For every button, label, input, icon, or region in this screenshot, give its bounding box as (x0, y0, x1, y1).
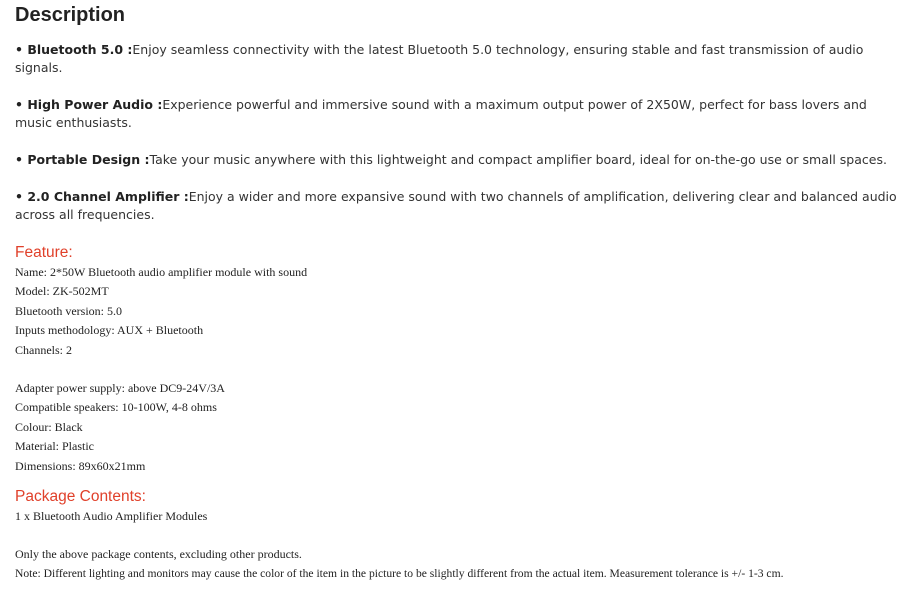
bullet-lead: • Bluetooth 5.0 : (15, 42, 133, 57)
spec-line-bluetooth-version: Bluetooth version: 5.0 (15, 303, 122, 318)
spec-line-material: Material: Plastic (15, 439, 94, 454)
notes-section (15, 545, 784, 584)
spec-line-colour: Colour: Black (15, 419, 83, 434)
spec-line-dimensions: Dimensions: 89x60x21mm (15, 458, 146, 473)
spec-line-channels: Channels: 2 (15, 342, 72, 357)
bullet-lead: • 2.0 Channel Amplifier : (15, 189, 189, 204)
package-section (15, 488, 207, 526)
bullet-high-power-audio (15, 96, 905, 132)
spec-line-model: Model: ZK-502MT (15, 284, 109, 299)
feature-section (15, 244, 307, 476)
page-title: Description (15, 4, 126, 26)
bullet-text: Take your music anywhere with this lightweight and compact amplifier board, ideal for on-the-go use or small spaces. (149, 152, 887, 167)
spec-line-name: Name: 2*50W Bluetooth audio amplifier module with sound (15, 265, 308, 279)
bullet-lead: • Portable Design : (15, 152, 150, 167)
feature-bullet-list (15, 41, 905, 243)
spec-line-inputs: Inputs methodology: AUX + Bluetooth (15, 323, 204, 338)
feature-heading: Feature: (15, 244, 73, 261)
bullet-bluetooth (15, 41, 905, 77)
spec-line-power-supply: Adapter power supply: above DC9-24V/3A (15, 381, 225, 396)
bullet-lead: • High Power Audio : (15, 97, 163, 112)
bullet-channel-amplifier (15, 188, 905, 224)
bullet-portable-design (15, 151, 905, 169)
package-heading: Package Contents: (15, 488, 146, 505)
spacer (15, 360, 307, 379)
package-disclaimer: Only the above package contents, excluding other products. (15, 547, 302, 561)
spec-line-speakers: Compatible speakers: 10-100W, 4-8 ohms (15, 400, 217, 415)
bullet-text: Experience powerful and immersive sound with a maximum output power of 2X50W, perfect for bass lovers and music enthusiasts. (15, 97, 867, 130)
bullet-text: Enjoy a wider and more expansive sound with two channels of amplification, delivering clear and balanced audio across all frequencies. (15, 189, 897, 222)
color-tolerance-note: Note: Different lighting and monitors may cause the color of the item in the picture to be slightly different from the actual item. Measurement tolerance is +/- 1-3 cm. (15, 567, 784, 581)
package-item: 1 x Bluetooth Audio Amplifier Modules (15, 509, 208, 523)
bullet-text: Enjoy seamless connectivity with the latest Bluetooth 5.0 technology, ensuring stable and fast transmission of audio signals. (15, 42, 864, 75)
